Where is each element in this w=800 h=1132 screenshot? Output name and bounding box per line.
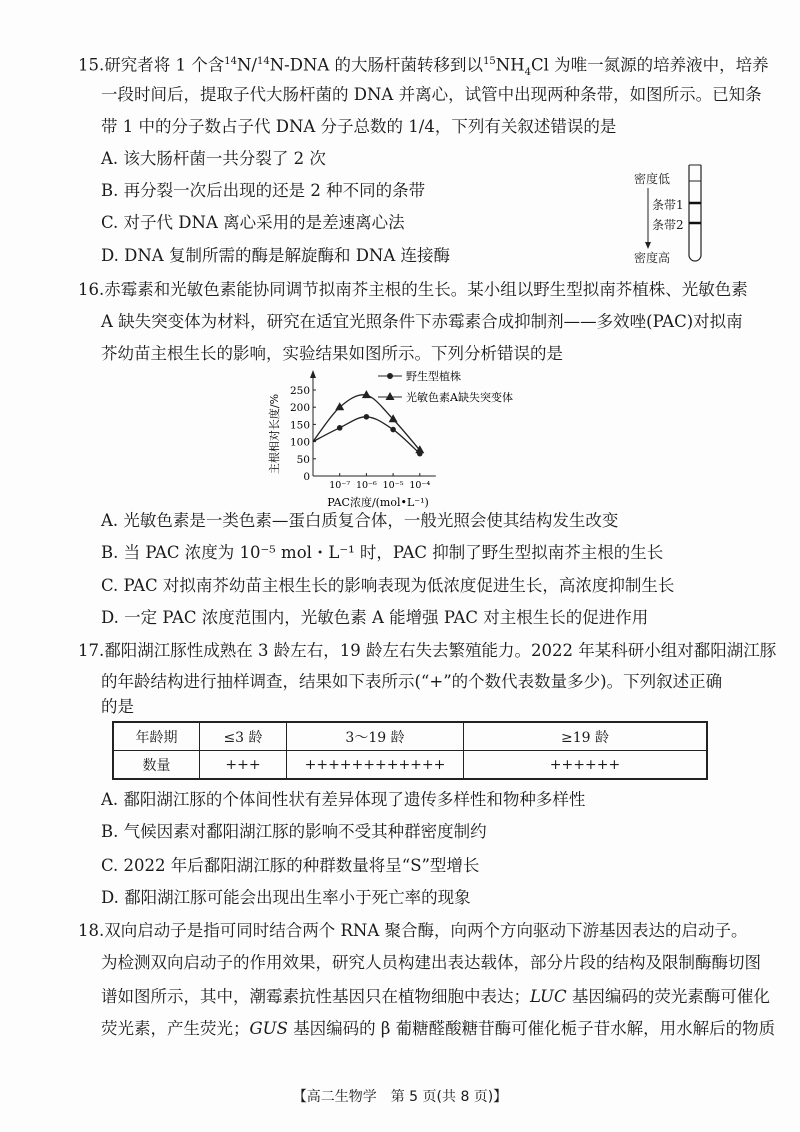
q16-line3: 芥幼苗主根生长的影响，实验结果如图所示。下列分析错误的是 [101, 344, 563, 363]
age-structure-table [112, 721, 708, 780]
y-tick-label: 100 [289, 436, 310, 449]
q15-line3: 带 1 中的分子数占子代 DNA 分子总数的 1/4，下列有关叙述错误的是 [101, 117, 617, 136]
centrifuge-tube-figure [600, 160, 720, 280]
x-tick-label: 10⁻⁷ [329, 480, 351, 491]
q16-line1: 16.赤霉素和光敏色素能协同调节拟南芥主根的生长。某小组以野生型拟南芥植株、光敏色素 [78, 280, 748, 299]
table-header-row: 年龄期 ≤3 龄 3～19 龄 ≥19 龄 [113, 722, 707, 751]
band1-label: 条带1 [652, 198, 684, 212]
q15-option-b: B. 再分裂一次后出现的还是 2 种不同的条带 [101, 181, 426, 200]
data-point-wild-type [364, 414, 370, 420]
table-row: 数量 +++ ++++++++++++ ++++++ [113, 751, 707, 780]
test-tube [689, 165, 701, 261]
y-tick-label: 200 [289, 402, 310, 415]
down-arrow-icon [645, 188, 651, 249]
x-tick-label: 10⁻⁴ [409, 480, 431, 491]
x-tick-label: 10⁻⁵ [382, 480, 404, 491]
y-axis-arrow [310, 370, 316, 378]
q17-line3: 的是 [101, 697, 134, 716]
q17-option-a: A. 鄱阳湖江豚的个体间性状有差异体现了遗传多样性和物种多样性 [101, 790, 586, 809]
q18-line3: 谱如图所示，其中，潮霉素抗性基因只在植物细胞中表达；LUC 基因编码的荧光素酶可催化 [101, 987, 770, 1006]
q15-line2: 一段时间后，提取子代大肠杆菌的 DNA 并离心，试管中出现两种条带，如图所示。已知条 [101, 85, 762, 104]
q15-line1: 15.研究者将 1 个含$^{14}$N/$^{14}$N-DNA 的大肠杆菌转移到以$^{15}NH_4Cl$ 为唯一氮源的培养液中，培养 [78, 55, 769, 78]
legend-mutant: 光敏色素A缺失突变体 [406, 391, 513, 404]
q15-option-a: A. 该大肠杆菌一共分裂了 2 次 [101, 149, 326, 168]
q18-line4: 荧光素，产生荧光；GUS 基因编码的 β 葡糖醛酸糖苷酶可催化栀子苷水解，用水解后的物质 [101, 1019, 776, 1038]
density-high-label: 密度高 [634, 251, 671, 265]
q16-option-b: B. 当 PAC 浓度为 10⁻⁵ mol・L⁻¹ 时，PAC 抑制了野生型拟南芥主根的生长 [101, 543, 664, 562]
legend-wild-type: 野生型植株 [406, 370, 461, 383]
q17-option-d: D. 鄱阳湖江豚可能会出现出生率小于死亡率的现象 [101, 888, 471, 907]
q16-line2: A 缺失突变体为材料，研究在适宜光照条件下赤霉素合成抑制剂——多效唑(PAC)对拟南 [101, 312, 743, 331]
q18-line2: 为检测双向启动子的作用效果，研究人员构建出表达载体，部分片段的结构及限制酶酶切图 [101, 953, 761, 972]
data-point-wild-type [390, 427, 396, 433]
q17-option-c: C. 2022 年后鄱阳湖江豚的种群数量将呈“S”型增长 [101, 856, 480, 875]
q15-option-c: C. 对子代 DNA 离心采用的是差速离心法 [101, 213, 405, 232]
q17-option-b: B. 气候因素对鄱阳湖江豚的影响不受其种群密度制约 [101, 822, 487, 841]
pac-line-chart [260, 360, 560, 510]
y-tick-label: 0 [303, 471, 310, 483]
y-tick-label: 150 [289, 419, 310, 432]
q16-option-c: C. PAC 对拟南芥幼苗主根生长的影响表现为低浓度促进生长，高浓度抑制生长 [101, 576, 675, 595]
legend [378, 369, 513, 404]
y-tick-label: 50 [296, 453, 310, 466]
y-axis-label: 主根相对长度/% [268, 393, 281, 475]
q16-option-d: D. 一定 PAC 浓度范围内，光敏色素 A 能增强 PAC 对主根生长的促进作用 [101, 608, 649, 627]
band2-label: 条带2 [652, 218, 684, 232]
q15-option-d: D. DNA 复制所需的酶是解旋酶和 DNA 连接酶 [101, 246, 451, 265]
q17-line2: 的年龄结构进行抽样调查，结果如下表所示(“+”的个数代表数量多少)。下列叙述正确 [101, 672, 723, 691]
y-tick-label: 250 [289, 385, 310, 397]
q16-option-a: A. 光敏色素是一类色素—蛋白质复合体，一般光照会使其结构发生改变 [101, 511, 619, 530]
q17-line1: 17.鄱阳湖江豚性成熟在 3 龄左右，19 龄左右失去繁殖能力。2022 年某科研小组对鄱阳湖江豚 [78, 641, 777, 660]
series-line-circle [313, 417, 420, 454]
density-low-label: 密度低 [634, 172, 671, 186]
q18-line1: 18.双向启动子是指可同时结合两个 RNA 聚合酶，向两个方向驱动下游基因表达的启动子。 [78, 921, 748, 940]
data-point-wild-type [337, 425, 343, 431]
x-axis-label: PAC浓度/(mol•L⁻¹) [327, 496, 429, 509]
series-line-triangle [313, 395, 420, 450]
data-point-mutant [335, 402, 344, 410]
page-footer: 【高二生物学 第 5 页(共 8 页)】 [292, 1089, 508, 1105]
x-tick-label: 10⁻⁶ [355, 480, 377, 491]
